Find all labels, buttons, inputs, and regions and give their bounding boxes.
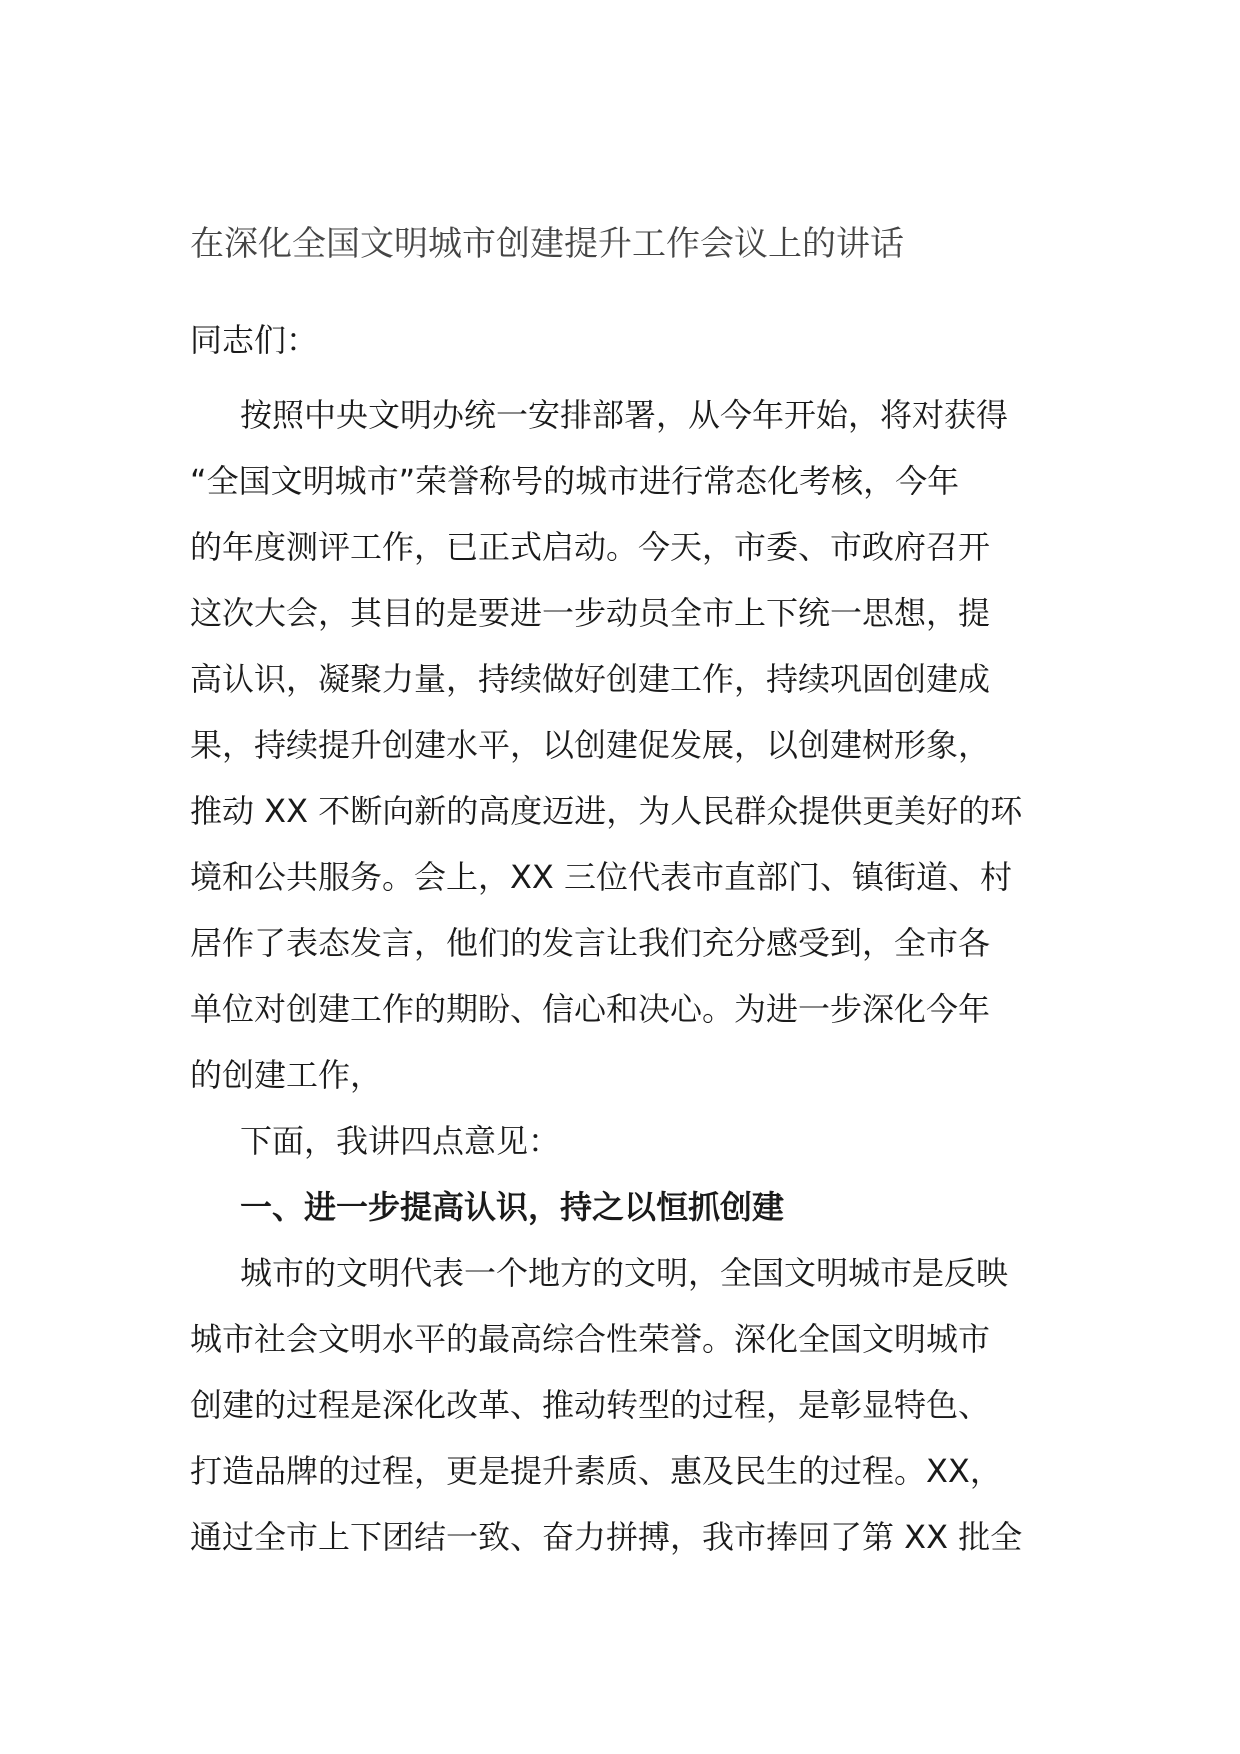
paragraph-line: 按照中央文明办统一安排部署，从今年开始，将对获得 — [240, 396, 1009, 434]
document-body — [190, 382, 1060, 1570]
paragraph-line: 果，持续提升创建水平，以创建促发展，以创建树形象， — [190, 726, 991, 764]
paragraph-line: 打造品牌的过程，更是提升素质、惠及民生的过程。XX， — [190, 1452, 1002, 1490]
salutation: 同志们： — [190, 321, 319, 359]
paragraph-line: 推动 XX 不断向新的高度迈进，为人民群众提供更美好的环 — [190, 792, 1023, 830]
paragraph-line: 创建的过程是深化改革、推动转型的过程，是彰显特色、 — [190, 1386, 991, 1424]
paragraph-line: 居作了表态发言，他们的发言让我们充分感受到，全市各 — [190, 924, 991, 962]
paragraph-line: 下面，我讲四点意见： — [240, 1122, 561, 1160]
paragraph-line: 的创建工作， — [190, 1056, 383, 1094]
paragraph-line: 的年度测评工作，已正式启动。今天，市委、市政府召开 — [190, 528, 991, 566]
paragraph-line: 境和公共服务。会上，XX 三位代表市直部门、镇街道、村 — [190, 858, 1013, 896]
paragraph-line: 城市社会文明水平的最高综合性荣誉。深化全国文明城市 — [190, 1320, 991, 1358]
paragraph-line: 城市的文明代表一个地方的文明，全国文明城市是反映 — [240, 1254, 1009, 1292]
document-title: 在深化全国文明城市创建提升工作会议上的讲话 — [190, 224, 904, 264]
section-heading: 一、进一步提高认识，持之以恒抓创建 — [240, 1188, 785, 1226]
paragraph-line: “全国文明城市”荣誉称号的城市进行常态化考核，今年 — [190, 462, 960, 500]
paragraph-line: 单位对创建工作的期盼、信心和决心。为进一步深化今年 — [190, 990, 991, 1028]
paragraph-line: 通过全市上下团结一致、奋力拼搏，我市捧回了第 XX 批全 — [190, 1518, 1023, 1556]
paragraph-line: 高认识，凝聚力量，持续做好创建工作，持续巩固创建成 — [190, 660, 991, 698]
paragraph-line: 这次大会，其目的是要进一步动员全市上下统一思想，提 — [190, 594, 991, 632]
